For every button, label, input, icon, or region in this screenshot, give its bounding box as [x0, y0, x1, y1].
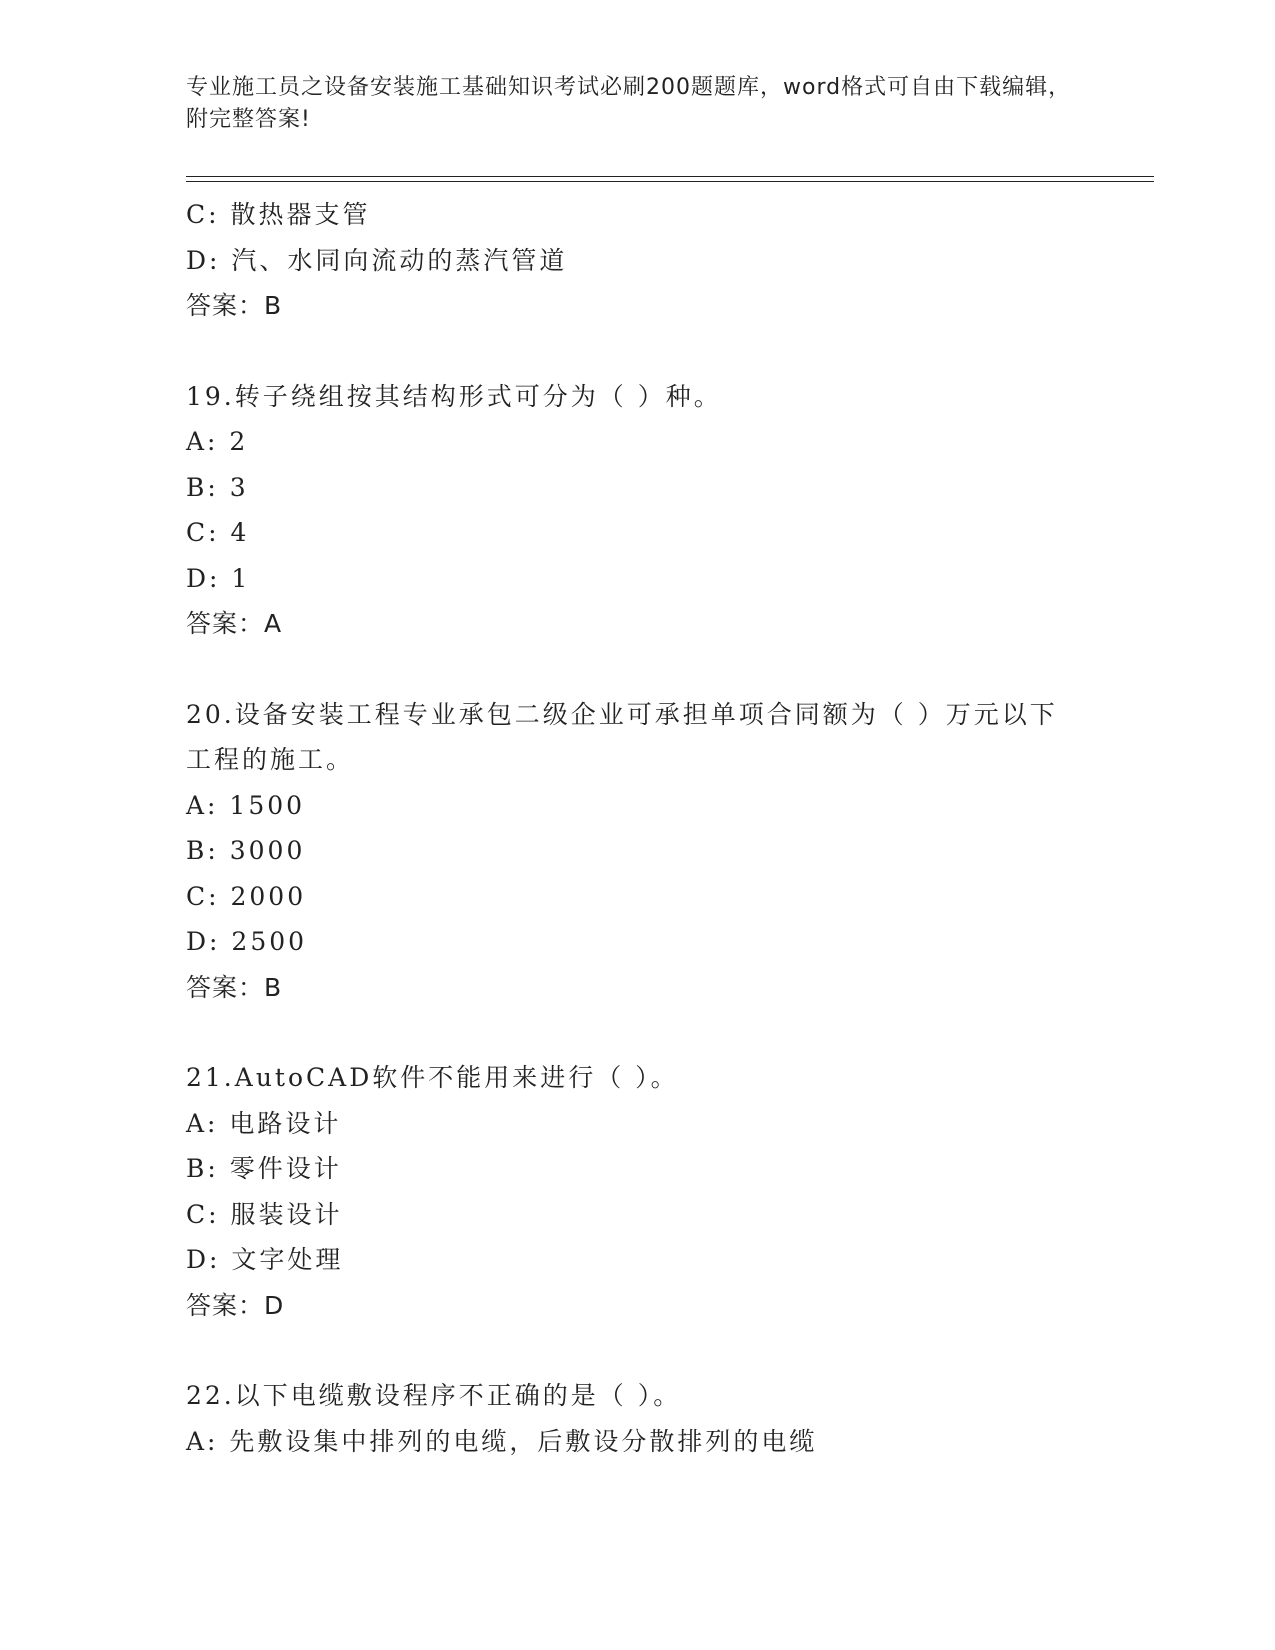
option-b: B: 3 — [186, 472, 249, 502]
option-d: D: 文字处理 — [186, 1245, 344, 1274]
question-list — [186, 192, 1146, 1464]
spacer — [186, 647, 1146, 692]
question-block-20 — [186, 692, 1146, 1011]
option-a: A: 1500 — [186, 790, 306, 820]
spacer — [186, 1010, 1146, 1055]
question-block-prev — [186, 192, 1146, 329]
question-block-21 — [186, 1055, 1146, 1328]
option-b: B: 零件设计 — [186, 1154, 342, 1183]
option-a: A: 电路设计 — [186, 1108, 342, 1138]
option-a: A: 先敷设集中排列的电缆，后敷设分散排列的电缆 — [186, 1426, 818, 1456]
option-c: C: 4 — [186, 518, 250, 547]
page-header: 专业施工员之设备安装施工基础知识考试必刷200题题库，word格式可自由下载编辑，附完整答案! — [186, 75, 1072, 132]
answer-line: 答案：D — [186, 1290, 285, 1320]
question-block-22 — [186, 1373, 1146, 1464]
spacer — [186, 1328, 1146, 1373]
spacer — [186, 329, 1146, 374]
option-d: D: 汽、水同向流动的蒸汽管道 — [186, 245, 568, 275]
answer-line: 答案：A — [186, 609, 283, 638]
option-d: D: 1 — [186, 563, 251, 593]
question-text: 21.AutoCAD软件不能用来进行（ ）。 — [186, 1063, 679, 1092]
question-text: 19.转子绕组按其结构形式可分为（ ）种。 — [186, 381, 722, 411]
header-divider-top — [186, 176, 1154, 177]
header-divider-bottom — [186, 181, 1154, 182]
option-d: D: 2500 — [186, 927, 308, 956]
option-c: C: 散热器支管 — [186, 200, 371, 229]
option-b: B: 3000 — [186, 836, 306, 865]
question-text: 22.以下电缆敷设程序不正确的是（ ）。 — [186, 1381, 682, 1410]
answer-line: 答案：B — [186, 972, 283, 1002]
question-block-19 — [186, 374, 1146, 647]
option-c: C: 服装设计 — [186, 1199, 343, 1229]
question-text: 20.设备安装工程专业承包二级企业可承担单项合同额为（ ）万元以下工程的施工。 — [186, 699, 1058, 774]
answer-line: 答案：B — [186, 291, 283, 320]
option-c: C: 2000 — [186, 881, 307, 911]
option-a: A: 2 — [186, 427, 249, 456]
